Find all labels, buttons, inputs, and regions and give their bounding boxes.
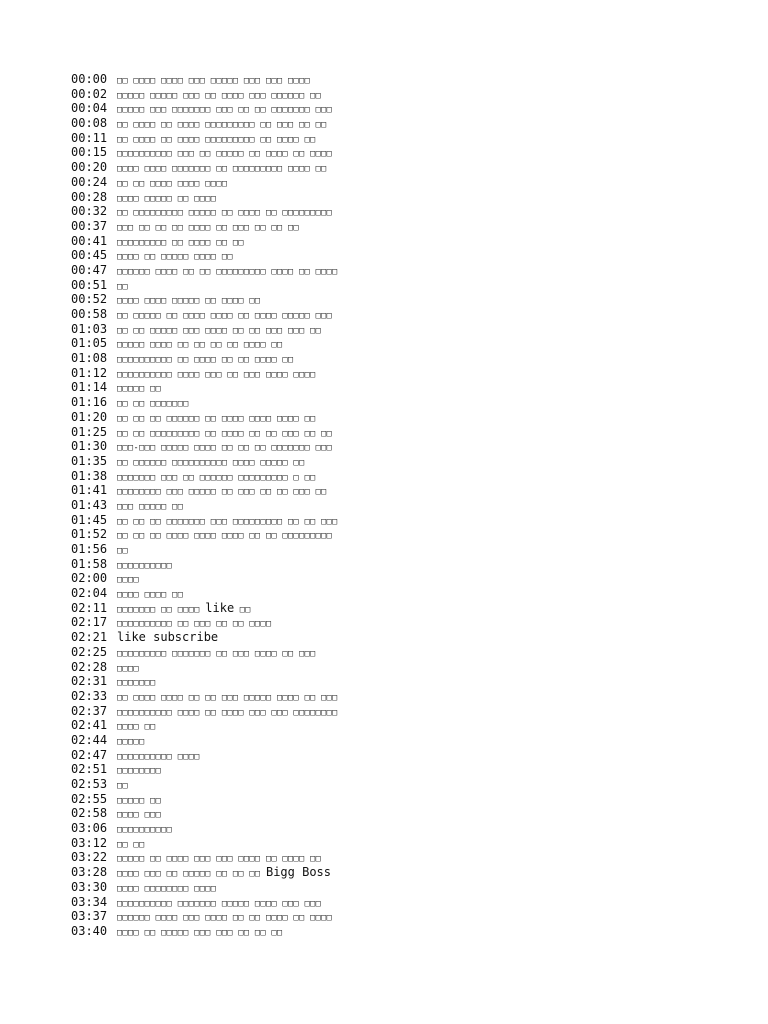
timestamp: 01:20 <box>71 409 108 424</box>
transcript-line <box>71 909 751 924</box>
caption-text: □□□□ □□□□ □□ <box>117 590 184 601</box>
caption-text: □□ □□□□ □□ □□□□ □□□□□□□□□ □□ □□□ □□ □□ <box>117 120 327 131</box>
caption-text: like subscribe <box>117 630 219 645</box>
caption-text: □□ □□ □□□□□□□ <box>117 399 189 410</box>
timestamp: 00:41 <box>71 233 108 248</box>
caption-text: □□□□□ □□ <box>117 384 162 395</box>
transcript-line <box>71 439 751 454</box>
timestamp: 02:11 <box>71 600 108 615</box>
timestamp: 01:45 <box>71 512 108 527</box>
caption-text: □□□□ □□□□□ □□ □□□□ <box>117 193 217 204</box>
timestamp: 03:12 <box>71 835 108 850</box>
caption-text: □□□□ □□□□ □□□□□ □□ □□□□ □□ <box>117 296 261 307</box>
transcript <box>71 72 751 939</box>
caption-text: □□ □□ □□ □□□□□□□ □□□ □□□□□□□□□ □□ □□ □□□ <box>117 516 338 527</box>
timestamp: 01:41 <box>71 483 108 498</box>
timestamp: 02:31 <box>71 674 108 689</box>
timestamp: 00:08 <box>71 116 108 131</box>
caption-text: □□□□□ □□□□ □□ □□ □□ □□ □□□□ □□ <box>117 340 283 351</box>
timestamp: 02:55 <box>71 791 108 806</box>
transcript-line <box>71 380 751 395</box>
transcript-line <box>71 924 751 939</box>
caption-text: □□□□□ □□ □□□□ □□□ □□□ □□□□ □□ □□□□ □□ <box>117 854 322 865</box>
caption-text: □□□□ □□□□□□□□ □□□□ <box>117 883 217 894</box>
caption-text: □□ □□□□□□□□□ □□□□□ □□ □□□□ □□ □□□□□□□□□ <box>117 208 333 219</box>
caption-text: □□□□□□□□□□ □□□□ □□ □□□□ □□□ □□□ □□□□□□□□ <box>117 707 338 718</box>
timestamp: 01:52 <box>71 527 108 542</box>
transcript-line <box>71 322 751 337</box>
transcript-line <box>71 850 751 865</box>
timestamp: 03:34 <box>71 894 108 909</box>
transcript-line <box>71 336 751 351</box>
caption-text: □□□□□□□□□□ □□□□□□□ □□□□□ □□□□ □□□ □□□ <box>117 898 322 909</box>
caption-text: □□ □□□□□ □□ □□□□ □□□□ □□ □□□□ □□□□□ □□□ <box>117 311 333 321</box>
timestamp: 01:35 <box>71 453 108 468</box>
transcript-line <box>71 674 751 689</box>
timestamp: 01:08 <box>71 351 108 366</box>
timestamp: 03:06 <box>71 821 108 836</box>
transcript-line <box>71 527 751 542</box>
transcript-line <box>71 542 751 557</box>
timestamp: 02:28 <box>71 659 108 674</box>
transcript-line <box>71 72 751 87</box>
timestamp: 00:00 <box>71 72 108 86</box>
timestamp: 00:51 <box>71 277 108 292</box>
timestamp: 01:58 <box>71 556 108 571</box>
timestamp: 03:40 <box>71 923 108 938</box>
timestamp: 02:58 <box>71 806 108 821</box>
transcript-line <box>71 292 751 307</box>
caption-text: □□ □□ □□ □□□□□□ □□ □□□□ □□□□ □□□□ □□ <box>117 413 316 424</box>
transcript-line <box>71 234 751 249</box>
caption-text: □□□□□□□□□□ <box>117 825 173 836</box>
timestamp: 00:28 <box>71 189 108 204</box>
transcript-line <box>71 836 751 851</box>
timestamp: 00:11 <box>71 130 108 145</box>
caption-text: □□□□□□□□□□ □□ □□□□ □□ □□ □□□□ □□ <box>117 355 294 366</box>
transcript-line <box>71 718 751 733</box>
caption-text: □□□-□□□ □□□□□ □□□□ □□ □□ □□ □□□□□□□ □□□ <box>117 443 333 454</box>
timestamp: 02:51 <box>71 762 108 777</box>
timestamp: 00:32 <box>71 204 108 219</box>
transcript-line <box>71 160 751 175</box>
caption-text: □□□□ □□ <box>117 722 156 733</box>
transcript-line <box>71 278 751 293</box>
timestamp: 02:47 <box>71 747 108 762</box>
transcript-line <box>71 263 751 278</box>
caption-text: □□ □□ □□□□ □□□□ □□□□ <box>117 178 228 189</box>
caption-text: □□□□ □□□ □□ □□□□□ □□ □□ □□ Bigg Boss <box>117 865 332 880</box>
caption-text: □□□□□ □□□ □□□□□□□ □□□ □□ □□ □□□□□□□ □□□ <box>117 105 333 116</box>
caption-text: □□□□ <box>117 575 140 586</box>
caption-text: □□□□□□□ □□□ □□ □□□□□□ □□□□□□□□□ □ □□ <box>117 472 316 483</box>
transcript-line <box>71 513 751 528</box>
caption-text: □□ <box>117 781 129 791</box>
timestamp: 01:25 <box>71 424 108 439</box>
caption-text: □□□ □□□□□ □□ <box>117 501 184 512</box>
caption-text: □□ □□□□ □□□□ □□ □□ □□□ □□□□□ □□□□ □□ □□□ <box>117 692 338 703</box>
transcript-line <box>71 454 751 469</box>
caption-text: □□□□□ □□□□□ □□□ □□ □□□□ □□□ □□□□□□ □□ <box>117 90 322 101</box>
caption-text: □□ □□ □□ □□□□ □□□□ □□□□ □□ □□ □□□□□□□□□ <box>117 531 333 542</box>
transcript-line <box>71 410 751 425</box>
transcript-line <box>71 689 751 704</box>
timestamp: 01:12 <box>71 365 108 380</box>
caption-text: □□□□□□□□□□ <box>117 560 173 571</box>
timestamp: 03:22 <box>71 850 108 865</box>
transcript-line <box>71 792 751 807</box>
transcript-line <box>71 175 751 190</box>
transcript-line <box>71 806 751 821</box>
caption-text: □□ □□ □□□□□□□□□ □□ □□□□ □□ □□ □□□ □□ □□ <box>117 428 333 439</box>
transcript-line <box>71 586 751 601</box>
timestamp: 01:56 <box>71 542 108 556</box>
caption-text: □□□□ □□□ <box>117 810 162 821</box>
transcript-line <box>71 248 751 263</box>
caption-text: □□□□□□□□□□ □□□ □□ □□□□□ □□ □□□□ □□ □□□□ <box>117 149 333 160</box>
caption-text: □□□□□□□ <box>117 678 156 689</box>
timestamp: 01:05 <box>71 336 108 351</box>
caption-text: □□ □□□□ □□□□ □□□ □□□□□ □□□ □□□ □□□□ <box>117 76 311 86</box>
caption-text: □□ <box>117 546 129 556</box>
caption-text: □□□□□□□ □□ □□□□ like □□ <box>117 600 251 615</box>
caption-text: □□□□□□ □□□□ □□□ □□□□ □□ □□ □□□□ □□ □□□□ <box>117 913 333 924</box>
transcript-line <box>71 762 751 777</box>
timestamp: 03:37 <box>71 909 108 924</box>
timestamp: 01:30 <box>71 439 108 454</box>
timestamp: 01:38 <box>71 468 108 483</box>
caption-text: □□ □□□□ □□ □□□□ □□□□□□□□□ □□ □□□□ □□ <box>117 134 316 145</box>
caption-text: □□□□□□□□□□ □□□□ <box>117 751 200 762</box>
transcript-line <box>71 366 751 381</box>
timestamp: 02:17 <box>71 615 108 630</box>
transcript-line <box>71 571 751 586</box>
caption-text: □□□□□□□□ <box>117 766 162 777</box>
transcript-line <box>71 748 751 763</box>
transcript-line <box>71 425 751 440</box>
transcript-line <box>71 351 751 366</box>
caption-text: □□□□□□□□□ □□ □□□□ □□ □□ <box>117 237 244 248</box>
timestamp: 00:52 <box>71 292 108 307</box>
caption-text: □□□□□ □□ <box>117 795 162 806</box>
caption-text: □□□□□ <box>117 736 145 747</box>
caption-text: □□ <box>117 281 129 292</box>
timestamp: 02:21 <box>71 630 108 645</box>
timestamp: 00:45 <box>71 248 108 263</box>
timestamp: 00:24 <box>71 174 108 189</box>
timestamp: 00:20 <box>71 160 108 175</box>
timestamp: 02:41 <box>71 718 108 733</box>
transcript-line <box>71 145 751 160</box>
transcript-line <box>71 601 751 616</box>
timestamp: 03:28 <box>71 865 108 880</box>
timestamp: 00:04 <box>71 101 108 116</box>
transcript-line <box>71 865 751 880</box>
timestamp: 01:03 <box>71 321 108 336</box>
timestamp: 01:16 <box>71 395 108 410</box>
timestamp: 02:25 <box>71 644 108 659</box>
transcript-line <box>71 101 751 116</box>
caption-text: □□□□ <box>117 663 140 674</box>
transcript-line <box>71 116 751 131</box>
caption-text: □□□□□□ □□□□ □□ □□ □□□□□□□□□ □□□□ □□ □□□□ <box>117 266 338 277</box>
transcript-line <box>71 704 751 719</box>
timestamp: 02:37 <box>71 703 108 718</box>
transcript-line <box>71 131 751 146</box>
transcript-line <box>71 895 751 910</box>
caption-text: □□ □□ <box>117 839 145 850</box>
transcript-line <box>71 87 751 102</box>
transcript-line <box>71 307 751 322</box>
timestamp: 00:58 <box>71 307 108 321</box>
transcript-line <box>71 219 751 234</box>
transcript-line <box>71 395 751 410</box>
caption-text: □□□□ □□□□ □□□□□□□ □□ □□□□□□□□□ □□□□ □□ <box>117 164 327 175</box>
timestamp: 02:04 <box>71 586 108 601</box>
caption-text: □□□□□□□□□□ □□ □□□ □□ □□ □□□□ <box>117 619 272 630</box>
caption-text: □□□□ □□ □□□□□ □□□ □□□ □□ □□ □□ <box>117 927 283 938</box>
transcript-line <box>71 483 751 498</box>
timestamp: 02:33 <box>71 688 108 703</box>
timestamp: 00:47 <box>71 262 108 277</box>
timestamp: 02:44 <box>71 732 108 747</box>
transcript-line <box>71 557 751 572</box>
caption-text: □□ □□□□□□ □□□□□□□□□□ □□□□ □□□□□ □□ <box>117 457 305 468</box>
transcript-line <box>71 190 751 205</box>
transcript-line <box>71 630 751 645</box>
timestamp: 00:37 <box>71 218 108 233</box>
transcript-line <box>71 880 751 895</box>
transcript-line <box>71 498 751 513</box>
transcript-line <box>71 733 751 748</box>
transcript-line <box>71 615 751 630</box>
timestamp: 01:14 <box>71 380 108 395</box>
transcript-line <box>71 204 751 219</box>
caption-text: □□□ □□ □□ □□ □□□□ □□ □□□ □□ □□ □□ <box>117 222 300 233</box>
caption-text: □□□□ □□ □□□□□ □□□□ □□ <box>117 252 233 263</box>
timestamp: 02:00 <box>71 571 108 586</box>
transcript-line <box>71 660 751 675</box>
caption-text: □□□□□□□□□□ □□□□ □□□ □□ □□□ □□□□ □□□□ <box>117 369 316 380</box>
timestamp: 03:30 <box>71 879 108 894</box>
timestamp: 01:43 <box>71 497 108 512</box>
caption-text: □□□□□□□□ □□□ □□□□□ □□ □□□ □□ □□ □□□ □□ <box>117 487 327 498</box>
transcript-line <box>71 469 751 484</box>
timestamp: 00:15 <box>71 145 108 160</box>
transcript-line <box>71 777 751 792</box>
caption-text: □□□□□□□□□ □□□□□□□ □□ □□□ □□□□ □□ □□□ <box>117 648 316 659</box>
transcript-line <box>71 645 751 660</box>
transcript-line <box>71 821 751 836</box>
timestamp: 02:53 <box>71 777 108 791</box>
caption-text: □□ □□ □□□□□ □□□ □□□□ □□ □□ □□□ □□□ □□ <box>117 325 322 336</box>
timestamp: 00:02 <box>71 86 108 101</box>
